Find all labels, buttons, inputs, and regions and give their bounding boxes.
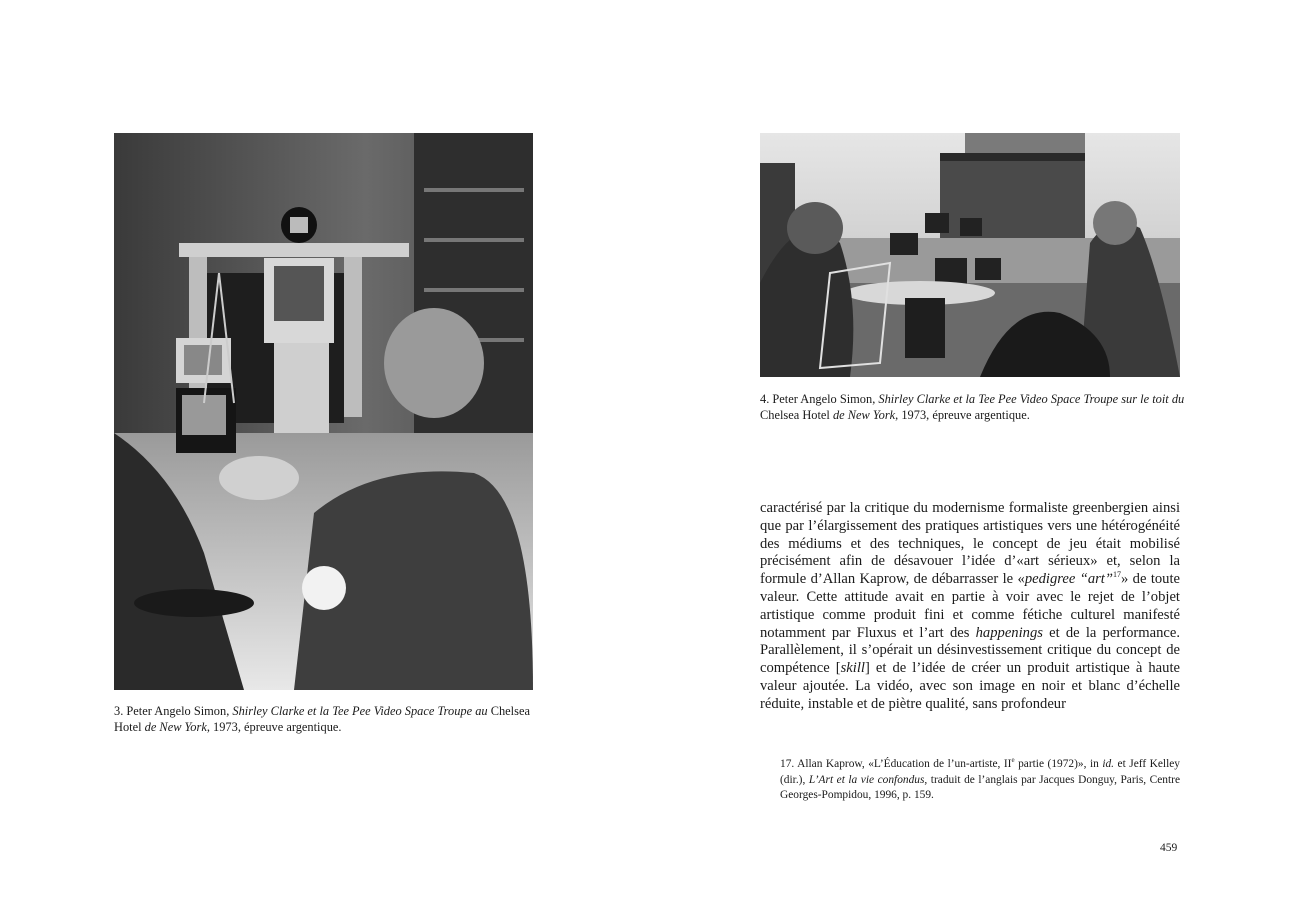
caption-place: de New York [144,720,207,734]
footnote-text-3: et Jeff Kelley (dir.), [780,758,1180,786]
footnote-text-2: partie (1972)», in [1014,758,1103,770]
footnote-ref-17[interactable]: 17 [1112,570,1121,580]
footnote-italic-title: L’Art et la vie confondus [808,773,925,786]
body-text-3: et de la performance. Parallèlement, il s’opérait un désinvestissement critique du concept de compétence [ [760,624,1181,677]
footnote-17 [780,757,1180,804]
body-text-2: » de toute valeur. Cette attitude avait en partie à voir avec le rejet de l’objet artistique comme produit fini et comme fétiche culturel manifesté notamment par Fluxus et l’art des [760,571,1180,641]
figure-4-caption [760,391,1190,423]
page-number: 459 [1160,842,1178,854]
caption-mid: Chelsea Hotel [114,704,530,734]
figure-4-photo [760,133,1180,377]
caption-lead: 3. Peter Angelo Simon, [114,704,233,718]
body-text-1: caractérisé par la critique du modernisme formaliste greenbergien ainsi que par l’élargissement des pratiques artistiques vers une hétérogénéité des médiums et des techniques, le concept de jeu était mobilisé précisément afin de désavouer l’idée d’«art sérieux» et, selon la formule d’Allan Kaprow, de débarrasser le « [760,500,1180,588]
footnote-text-1: 17. Allan Kaprow, «L’Éducation de l’un-artiste, II [780,758,1012,770]
figure-3-caption [114,703,544,735]
body-text-4: ] et de l’idée de créer un produit artistique à haute valeur ajoutée. La vidéo, avec son image en noir et blanc d’échelle réduite, instable et de piètre qualité, sans profondeur [760,660,1180,712]
footnote-sup: e [1011,756,1015,764]
caption-lead: 4. Peter Angelo Simon, [760,392,879,406]
body-italic-skill: skill [840,660,865,677]
caption-tail: , 1973, épreuve argentique. [206,720,342,734]
body-italic-pedigree: pedigree “art” [1024,571,1113,588]
body-italic-happenings: happenings [975,624,1043,641]
caption-tail: , 1973, épreuve argentique. [895,408,1030,422]
caption-mid: Chelsea Hotel [760,408,833,422]
caption-title: Shirley Clarke et la Tee Pee Video Space Troupe sur le toit du [878,392,1185,406]
footnote-text-4: , traduit de l’anglais par Jacques Donguy, Paris, Centre Georges-Pompidou, 1996, p. 159. [780,773,1180,801]
caption-title: Shirley Clarke et la Tee Pee Video Space Troupe au [232,704,488,718]
footnote-italic-id: id. [1102,758,1115,770]
caption-place: de New York [832,408,896,422]
figure-3-photo [114,133,533,690]
body-paragraph [760,500,1180,714]
